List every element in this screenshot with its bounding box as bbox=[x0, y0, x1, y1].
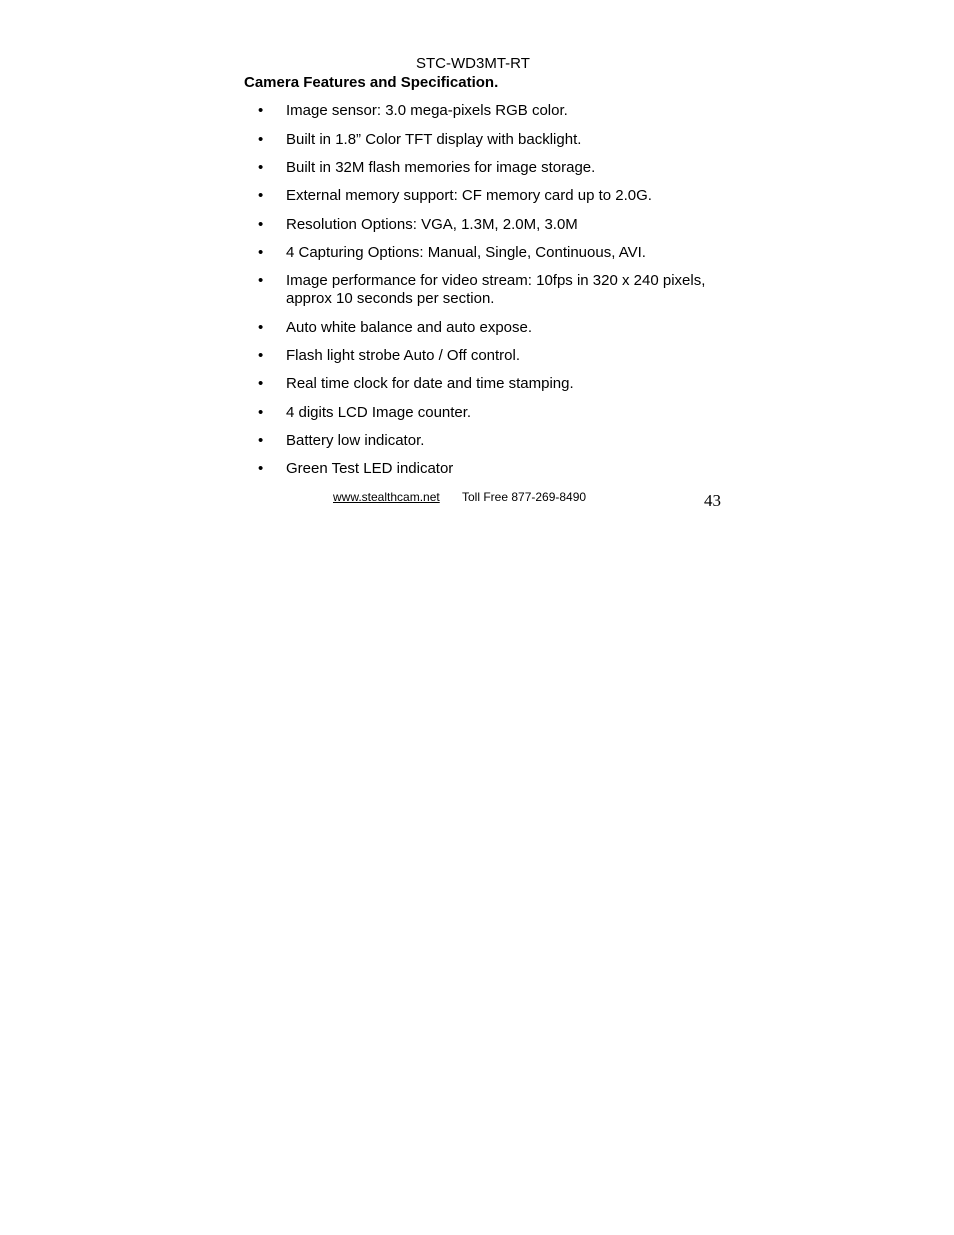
website-link[interactable]: www.stealthcam.net bbox=[333, 490, 440, 504]
bullet-icon: • bbox=[258, 131, 264, 148]
bullet-icon: • bbox=[258, 404, 264, 421]
spec-item-text: Green Test LED indicator bbox=[286, 460, 454, 477]
bullet-icon: • bbox=[258, 432, 264, 449]
bullet-icon: • bbox=[258, 102, 264, 119]
bullet-icon: • bbox=[258, 375, 264, 392]
section-heading: Camera Features and Specification. bbox=[244, 74, 499, 91]
spec-item-text: Battery low indicator. bbox=[286, 432, 425, 449]
spec-item-text: Built in 1.8” Color TFT display with backlight. bbox=[286, 131, 582, 148]
bullet-icon: • bbox=[258, 159, 264, 176]
spec-item-text: Flash light strobe Auto / Off control. bbox=[286, 347, 521, 364]
bullet-icon: • bbox=[258, 187, 264, 204]
spec-item-text: Real time clock for date and time stamping. bbox=[286, 375, 574, 392]
bullet-icon: • bbox=[258, 347, 264, 364]
spec-item-text: 4 Capturing Options: Manual, Single, Continuous, AVI. bbox=[286, 244, 646, 261]
page-number: 43 bbox=[704, 491, 721, 510]
spec-item-text: Auto white balance and auto expose. bbox=[286, 319, 533, 336]
bullet-icon: • bbox=[258, 319, 264, 336]
spec-item-text: 4 digits LCD Image counter. bbox=[286, 404, 472, 421]
spec-item-text: Resolution Options: VGA, 1.3M, 2.0M, 3.0M bbox=[286, 216, 578, 233]
spec-item-text: External memory support: CF memory card up to 2.0G. bbox=[286, 187, 652, 204]
model-header: STC-WD3MT-RT bbox=[416, 55, 530, 72]
toll-free-phone: Toll Free 877-269-8490 bbox=[462, 490, 587, 504]
bullet-icon: • bbox=[258, 460, 264, 477]
spec-item-text: Image sensor: 3.0 mega-pixels RGB color. bbox=[286, 102, 568, 119]
bullet-icon: • bbox=[258, 272, 264, 289]
bullet-icon: • bbox=[258, 244, 264, 261]
bullet-icon: • bbox=[258, 216, 264, 233]
spec-item-text: Built in 32M flash memories for image storage. bbox=[286, 159, 596, 176]
spec-item-text: Image performance for video stream: 10fps in 320 x 240 pixels, approx 10 seconds per section. bbox=[286, 272, 706, 307]
